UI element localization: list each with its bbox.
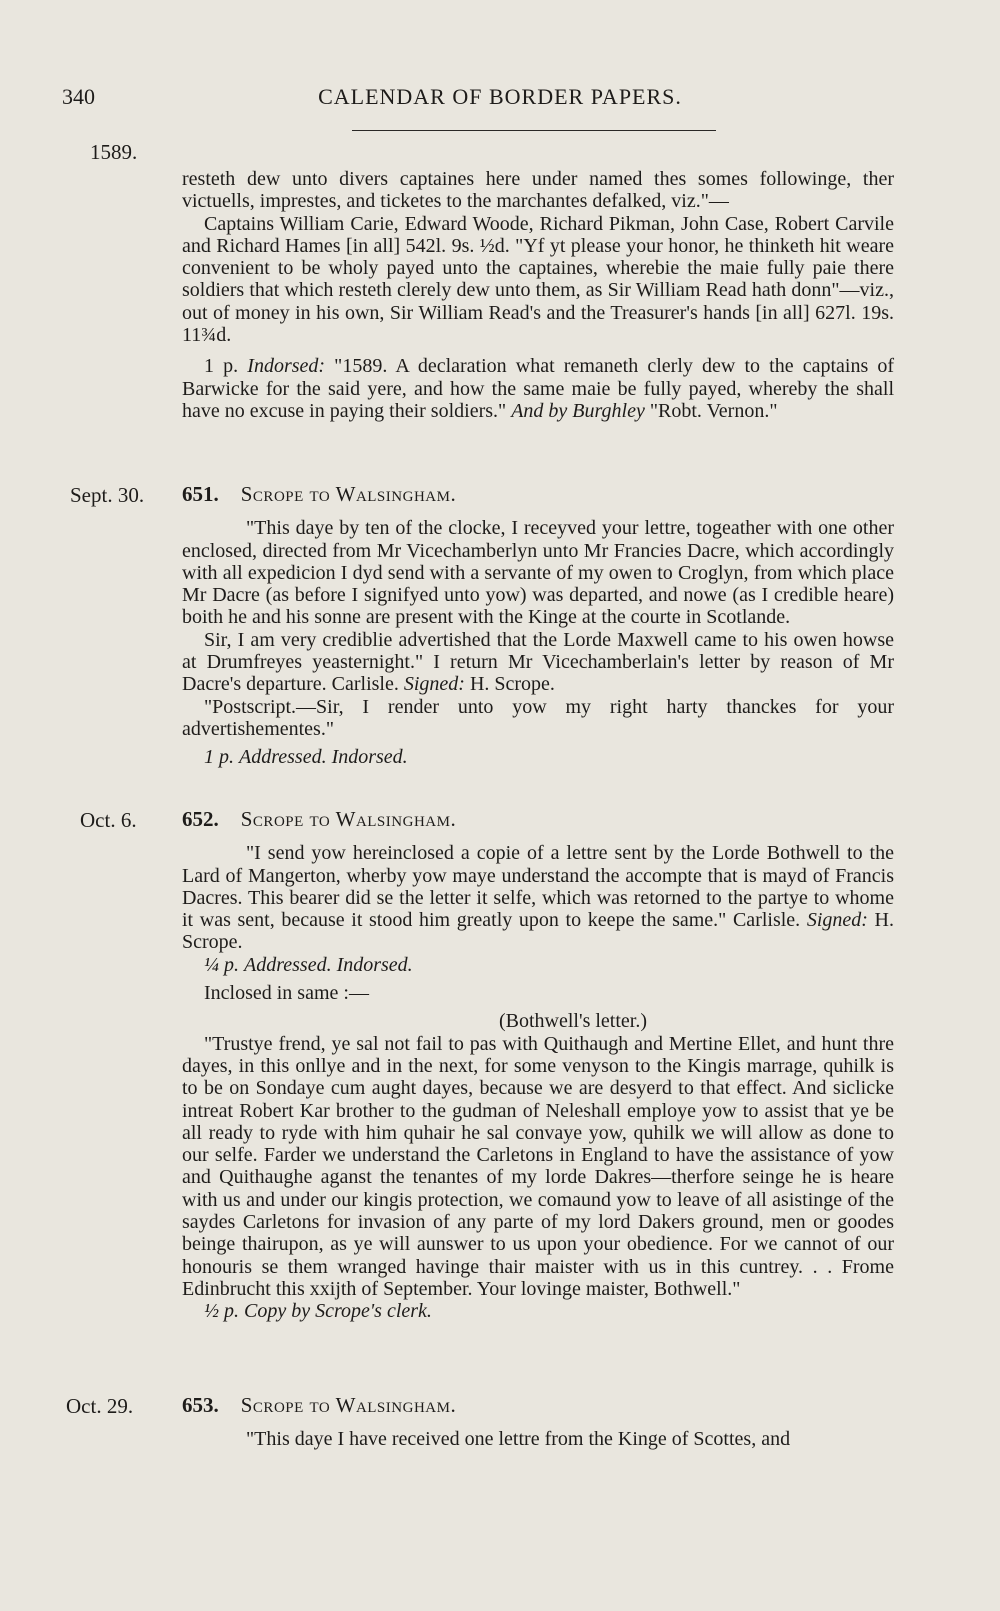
- entry-heading: 652. Scrope to Walsingham.: [182, 807, 457, 831]
- running-title: CALENDAR OF BORDER PAPERS.: [318, 84, 682, 109]
- entry-note: 1 p. Addressed. Indorsed.: [204, 746, 408, 769]
- continued-entry: [182, 168, 894, 422]
- endorsement-note: 1 p. Indorsed: "1589. A declaration what remaneth clerly dew to the captains of Barwicke for the said yere, and how the same maie be fully payed, whereby the shall have no excuse in paying their soldiers." And by Burghley "Robt. Vernon.": [182, 355, 895, 422]
- inclosed-label: Inclosed in same :—: [204, 982, 369, 1005]
- postscript-paragraph: "Postscript.—Sir, I render unto yow my right harty thanckes for your advertishementes.": [182, 695, 894, 740]
- entry-heading: 653. Scrope to Walsingham.: [182, 1393, 457, 1417]
- letter-title: (Bothwell's letter.): [498, 1010, 648, 1033]
- entry-date-651: Sept. 30.: [70, 483, 145, 507]
- header-rule: [352, 130, 716, 131]
- captains-paragraph: Captains William Carie, Edward Woode, Richard Pikman, John Case, Robert Carvile and Richard Hames [in all] 542l. 9s. ½d. "Yf yt please your honor, he thinketh hit weare convenient to be wholy payed unto the captaines, wherebie the maie fully paie there soldiers that which resteth clerely dew unto them, as Sir William Read hath donn"—viz., out of money in his own, Sir William Read's and the Treasurer's hands [in all] 627l. 19s. 11¾d.: [182, 212, 894, 347]
- entry-652: [182, 808, 894, 1323]
- copy-note: ½ p. Copy by Scrope's clerk.: [204, 1300, 432, 1323]
- entry-note: ¼ p. Addressed. Indorsed.: [204, 953, 413, 976]
- letter-text: "Trustye frend, ye sal not fail to pas with Quithaugh and Mertine Ellet, and hunt thre dayes, in this onllye and in the next, for some venyson to the Kingis marrage, quhilk is to be on Sondaye cum aught dayes, because we are desyerd to that effect. And siclicke intreat Robert Kar brother to the gudman of Neleshall employe yow to assist that ye be all ready to ryde with him quhair he sal convaye yow, quhilk we will allow as done to our selfe. Farder we understand the Carletons in England to have the assistance of yow and Quithaughe aganst the tenantes of my lorde Dakres—therfore seinge he is heare with us and under our kingis protection, we comaund yow to leave of all asistinge of the saydes Carletons for invasion of any parte of my lord Dakers ground, men or goodes beinge thairupon, as ye will aunswer to us upon your obedience. For we cannot of our honouris se them wranged havinge thair maister with us in this cuntrey. . . Frome Edinbrucht this xxijth of September. Your lovinge maister, Bothwell.": [182, 1032, 894, 1300]
- entry-date-652: Oct. 6.: [80, 808, 137, 832]
- entry-date-653: Oct. 29.: [66, 1394, 134, 1418]
- entry-heading: 651. Scrope to Walsingham.: [182, 482, 457, 506]
- entry-paragraph: Sir, I am very crediblie advertished that the Lorde Maxwell came to his owen howse at Drumfreyes yeasternight." I return Mr Vicechamberlain's letter by reason of Mr Dacre's departure. Carlisle. Signed: H. Scrope.: [182, 628, 894, 696]
- margin-year: 1589.: [90, 140, 138, 164]
- page-number: 340: [62, 84, 95, 109]
- entry-paragraph: "I send yow hereinclosed a copie of a lettre sent by the Lorde Bothwell to the Lard of Mangerton, wherby yow maye understand the accompte that is mayd of Francis Dacres. This bearer did se the letter it selfe, which was retorned to the partye to whome it was sent, because it stood him greatly upon to keepe the same." Carlisle. Signed: H. Scrope.: [182, 842, 895, 954]
- continued-paragraph: resteth dew unto divers captaines here under named thes somes followinge, ther victuells, imprestes, and ticketes to the marchantes defalked, viz."—: [182, 168, 894, 213]
- entry-653: [182, 1394, 894, 1451]
- entry-paragraph: "This daye by ten of the clocke, I receyved your lettre, togeather with one other enclosed, directed from Mr Vicechamberlyn unto Mr Francies Dacre, which accordingly with all expedicion I dyd send with a servante of my owen to Croglyn, from which place Mr Dacre (as before I signifyed unto yow) was departed, and nowe (as I credible heare) boith he and his sonne are present with the Kinge at the courte in Scotlande.: [182, 517, 894, 629]
- entry-paragraph: "This daye I have received one lettre from the Kinge of Scottes, and: [246, 1428, 791, 1451]
- entry-651: [182, 483, 894, 769]
